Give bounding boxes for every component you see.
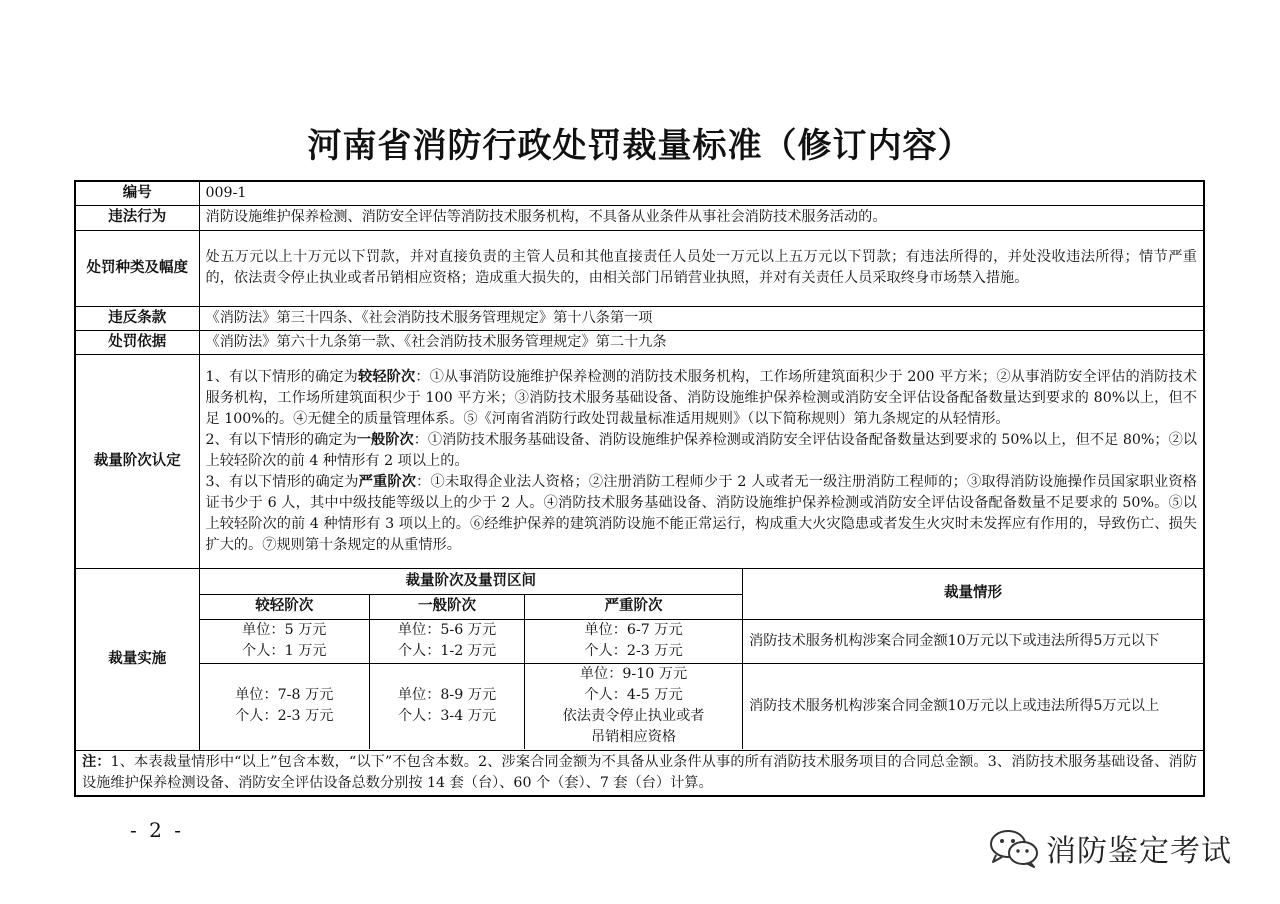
r1-light-person: 个人：1 万元 [242,643,327,659]
penalty-value: 处五万元以上十万元以下罚款，并对直接负责的主管人员和其他直接责任人员处一万元以上五万元以下罚款；有违法所得的，并处没收违法所得；情节严重的，依法责令停止执业或者吊销相应资格；造成重大损失的，由相关部门吊销营业执照，并对有关责任人员采取终身市场禁入措施。 [199,230,1204,306]
levels-label: 裁量阶次认定 [75,354,199,568]
notes-value: 1、本表裁量情形中“以上”包含本数，“以下”不包含本数。2、涉案合同金额为不具备从业条件从事的所有消防技术服务项目的合同总金额。3、消防技术服务基础设备、消防设施维护保养检测设备、消防安全评估设备总数分别按 14 套（台）、60 个（套）、7 套（台）计算。 [82,753,1197,791]
r2-light-unit: 单位：7-8 万元 [235,687,334,704]
col-general-header: 一般阶次 [370,594,525,619]
watermark [988,826,1232,870]
level-general-post: ：①消防技术服务基础设备、消防设施维护保养检测或消防安全评估设备配备数量达到要求的 50%以上，但不足 80%；②以上较轻阶次的前 4 种情形有 2 项以上的。 [205,431,1198,469]
code-value: 009-1 [199,181,1204,205]
r2-light-person: 个人：2-3 万元 [235,708,334,725]
penalty-label: 处罚种类及幅度 [75,230,199,306]
r1-general-unit: 单位：5-6 万元 [397,622,497,638]
level-general-pre: 2、有以下情形的确定为 [205,431,357,448]
level-light-post: ：①从事消防设施维护保养检测的消防技术服务机构，工作场所建筑面积少于 200 平方米；②从事消防安全评估的消防技术服务机构，工作场所建筑面积少于 100 平方米；③消防技术服务基础设备、消防设施维护保养检测或消防安全评估设备配备数量达到要求的 80%以上，但不足 100%的。④无健全的质量管理体系。⑤《河南省消防行政处罚裁量标准适用规则》（以下简称规则）第九条规定的从轻情形。 [205,368,1197,427]
notes-label: 注： [82,753,111,770]
col-light-header: 较轻阶次 [200,594,370,619]
impl-row-1 [200,619,1204,663]
r2-serious-cell [525,663,743,749]
impl-situation-header: 裁量情形 [743,569,1203,619]
implementation-cell [199,568,1204,750]
r1-general-cell [370,619,525,663]
level-serious-post: ：①未取得企业法人资格；②注册消防工程师少于 2 人或者无一级注册消防工程师的；③取得消防设施操作员国家职业资格证书少于 6 人，其中中级技能等级以上的少于 2 人。④消防技术服务基础设备、消防设施维护保养检测或消防安全评估设备配备数量不足要求的 50%。⑤以上较轻阶次的前 4 种情形有 3 项以上的。⑥经维护保养的建筑消防设施不能正常运行，构成重大火灾隐患或者发生火灾时未发挥应有作用的，导致伤亡、损失扩大的。⑦规则第十条规定的从重情形。 [205,473,1197,553]
r2-general-cell [370,663,525,749]
notes-cell [75,750,1204,796]
level-light-text [206,367,1198,430]
levels-value [199,354,1204,568]
implementation-table [200,569,1204,749]
level-general-term: 一般阶次 [356,431,414,448]
violation-label: 违法行为 [75,205,199,230]
row-violated-article [75,306,1204,330]
level-light-pre: 1、有以下情形的确定为 [205,368,359,385]
r2-general-unit: 单位：8-9 万元 [397,687,497,704]
r1-situation: 消防技术服务机构涉案合同金额10万元以下或违法所得5万元以下 [743,619,1203,663]
row-notes [75,750,1204,796]
r2-serious-revoke: 吊销相应资格 [590,729,677,746]
page-title: 河南省消防行政处罚裁量标准（修订内容） [307,126,973,166]
basis-value: 《消防法》第六十九条第一款、《社会消防技术服务管理规定》第二十九条 [199,330,1204,354]
level-general-text [206,430,1198,472]
implementation-label: 裁量实施 [75,568,199,750]
row-code [75,181,1204,205]
r2-serious-person: 个人：4-5 万元 [584,687,683,704]
row-basis [75,330,1204,354]
page-number: - 2 - [130,818,184,842]
row-levels [75,354,1204,568]
r1-general-person: 个人：1-2 万元 [397,643,497,659]
r1-serious-unit: 单位：6-7 万元 [584,622,683,638]
row-penalty [75,230,1204,306]
r2-situation: 消防技术服务机构涉案合同金额10万元以上或违法所得5万元以上 [743,663,1203,749]
level-serious-term: 严重阶次 [358,473,417,490]
violated-article-value: 《消防法》第三十四条、《社会消防技术服务管理规定》第十八条第一项 [199,306,1204,330]
violation-value: 消防设施维护保养检测、消防安全评估等消防技术服务机构，不具备从业条件从事社会消防技术服务活动的。 [199,205,1204,230]
level-serious-text [206,472,1198,556]
code-label: 编号 [75,181,199,205]
row-implementation [75,568,1204,750]
r1-light-unit: 单位：5 万元 [242,622,327,638]
impl-row-2 [200,663,1204,749]
wechat-icon [988,828,1040,868]
level-light-term: 较轻阶次 [358,368,416,385]
row-violation [75,205,1204,230]
r1-serious-person: 个人：2-3 万元 [584,643,683,659]
violated-article-label: 违反条款 [75,306,199,330]
impl-range-header: 裁量阶次及量罚区间 [200,569,743,594]
r2-serious-suspend: 依法责令停止执业或者 [562,708,705,725]
r2-light-cell [200,663,370,749]
basis-label: 处罚依据 [75,330,199,354]
watermark-text: 消防鉴定考试 [1046,834,1232,869]
r1-serious-cell [525,619,743,663]
r1-light-cell [200,619,370,663]
penalty-standard-table [74,180,1205,797]
r2-general-person: 个人：3-4 万元 [397,708,497,725]
level-serious-pre: 3、有以下情形的确定为 [205,473,359,490]
r2-serious-unit: 单位：9-10 万元 [579,666,688,683]
impl-header-row [200,569,1204,594]
col-serious-header: 严重阶次 [525,594,743,619]
